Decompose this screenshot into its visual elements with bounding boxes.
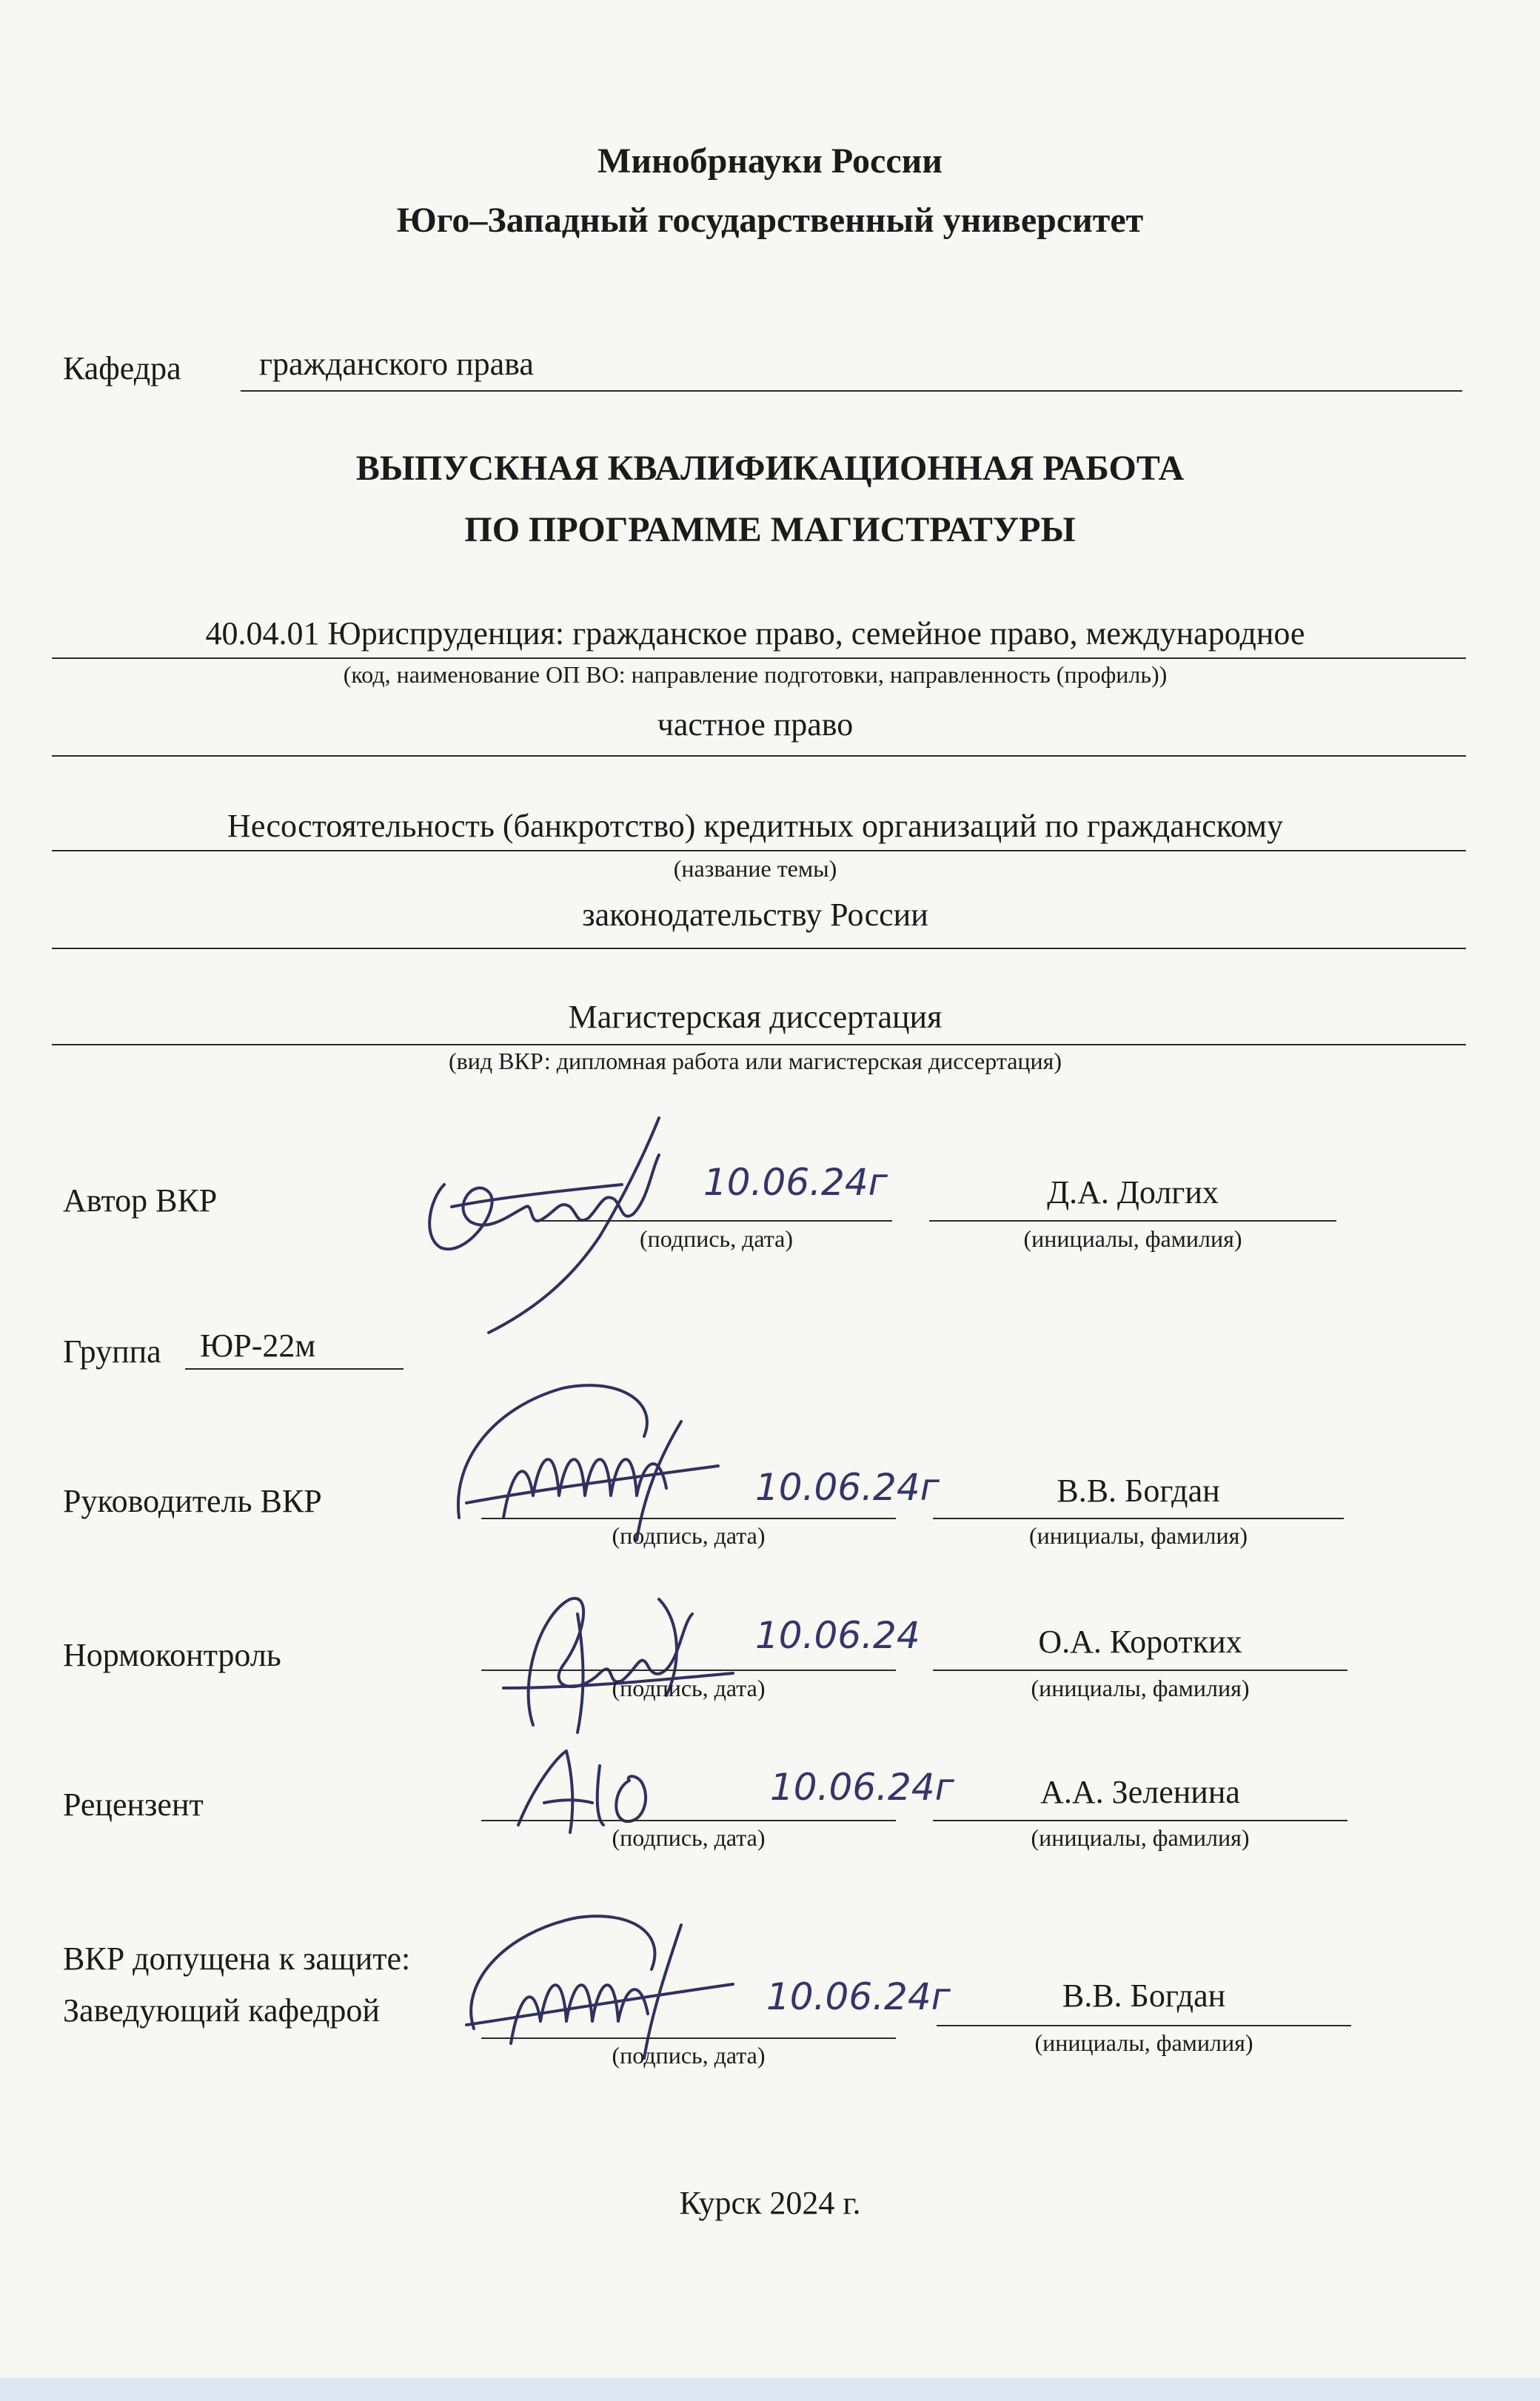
place-year: Курск 2024 г. bbox=[679, 2185, 861, 2221]
program-line2: частное право bbox=[657, 706, 854, 743]
department-label: Кафедра bbox=[63, 350, 181, 386]
head-name-line bbox=[937, 2025, 1351, 2026]
program-line1: 40.04.01 Юриспруденция: гражданское право, семейное право, международное bbox=[205, 615, 1305, 652]
reviewer-sign-line bbox=[481, 1820, 896, 1821]
normcontrol-signature bbox=[489, 1570, 740, 1740]
program-caption: (код, наименование ОП ВО: направление подготовки, направленность (профиль)) bbox=[343, 661, 1168, 688]
head-name: В.В. Богдан bbox=[1062, 1978, 1226, 2014]
author-name-caption: (инициалы, фамилия) bbox=[1023, 1225, 1242, 1252]
author-signature bbox=[400, 1096, 711, 1340]
author-label: Автор ВКР bbox=[63, 1182, 218, 1219]
supervisor-date: 10.06.24г bbox=[755, 1466, 940, 1509]
supervisor-name-caption: (инициалы, фамилия) bbox=[1028, 1522, 1248, 1549]
normcontrol-date: 10.06.24 bbox=[755, 1614, 920, 1657]
department-underline bbox=[241, 390, 1462, 392]
reviewer-name-caption: (инициалы, фамилия) bbox=[1031, 1824, 1250, 1851]
work-title-line1: ВЫПУСКНАЯ КВАЛИФИКАЦИОННАЯ РАБОТА bbox=[355, 449, 1185, 488]
reviewer-name: А.А. Зеленина bbox=[1040, 1774, 1240, 1810]
topic-caption: (название темы) bbox=[673, 855, 837, 882]
normcontrol-name: О.А. Коротких bbox=[1038, 1624, 1242, 1660]
supervisor-name-line bbox=[933, 1518, 1344, 1519]
program-underline2 bbox=[52, 755, 1466, 757]
normcontrol-name-line bbox=[933, 1670, 1348, 1671]
supervisor-label: Руководитель ВКР bbox=[63, 1483, 322, 1519]
author-sign-line bbox=[540, 1220, 892, 1222]
work-type-value: Магистерская диссертация bbox=[568, 999, 943, 1035]
head-date: 10.06.24г bbox=[766, 1975, 951, 2018]
head-sign-caption: (подпись, дата) bbox=[612, 2042, 766, 2069]
program-underline1 bbox=[52, 657, 1466, 659]
head-of-department-label: Заведующий кафедрой bbox=[63, 1992, 380, 2029]
group-value: ЮР-22м bbox=[200, 1327, 316, 1364]
department-value: гражданского права bbox=[259, 346, 534, 382]
reviewer-name-line bbox=[933, 1820, 1348, 1821]
normcontrol-name-caption: (инициалы, фамилия) bbox=[1031, 1675, 1250, 1701]
group-underline bbox=[185, 1368, 404, 1370]
work-title-line2: ПО ПРОГРАММЕ МАГИСТРАТУРЫ bbox=[464, 510, 1076, 549]
group-label: Группа bbox=[63, 1333, 161, 1370]
reviewer-label: Рецензент bbox=[63, 1786, 204, 1823]
admission-label: ВКР допущена к защите: bbox=[63, 1940, 411, 1977]
ministry-heading: Минобрнауки России bbox=[597, 141, 943, 181]
topic-line1: Несостоятельность (банкротство) кредитных организаций по гражданскому bbox=[227, 808, 1283, 844]
work-type-underline bbox=[52, 1044, 1466, 1045]
author-sign-caption: (подпись, дата) bbox=[639, 1225, 794, 1252]
normcontrol-sign-line bbox=[481, 1670, 896, 1671]
university-heading: Юго–Западный государственный университет bbox=[396, 201, 1144, 240]
topic-underline2 bbox=[52, 948, 1466, 949]
normcontrol-label: Нормоконтроль bbox=[63, 1637, 281, 1673]
reviewer-date: 10.06.24г bbox=[770, 1766, 954, 1809]
topic-line2: законодательству России bbox=[582, 897, 928, 933]
head-sign-line bbox=[481, 2037, 896, 2039]
head-name-caption: (инициалы, фамилия) bbox=[1034, 2029, 1253, 2056]
normcontrol-sign-caption: (подпись, дата) bbox=[612, 1675, 766, 1701]
author-name-line bbox=[929, 1220, 1336, 1222]
supervisor-sign-line bbox=[481, 1518, 896, 1519]
reviewer-sign-caption: (подпись, дата) bbox=[612, 1824, 766, 1851]
author-name: Д.А. Долгих bbox=[1047, 1174, 1219, 1210]
work-type-caption: (вид ВКР: дипломная работа или магистерская диссертация) bbox=[448, 1048, 1062, 1074]
supervisor-name: В.В. Богдан bbox=[1057, 1473, 1220, 1509]
supervisor-sign-caption: (подпись, дата) bbox=[612, 1522, 766, 1549]
topic-underline1 bbox=[52, 850, 1466, 851]
author-date: 10.06.24г bbox=[703, 1161, 888, 1204]
